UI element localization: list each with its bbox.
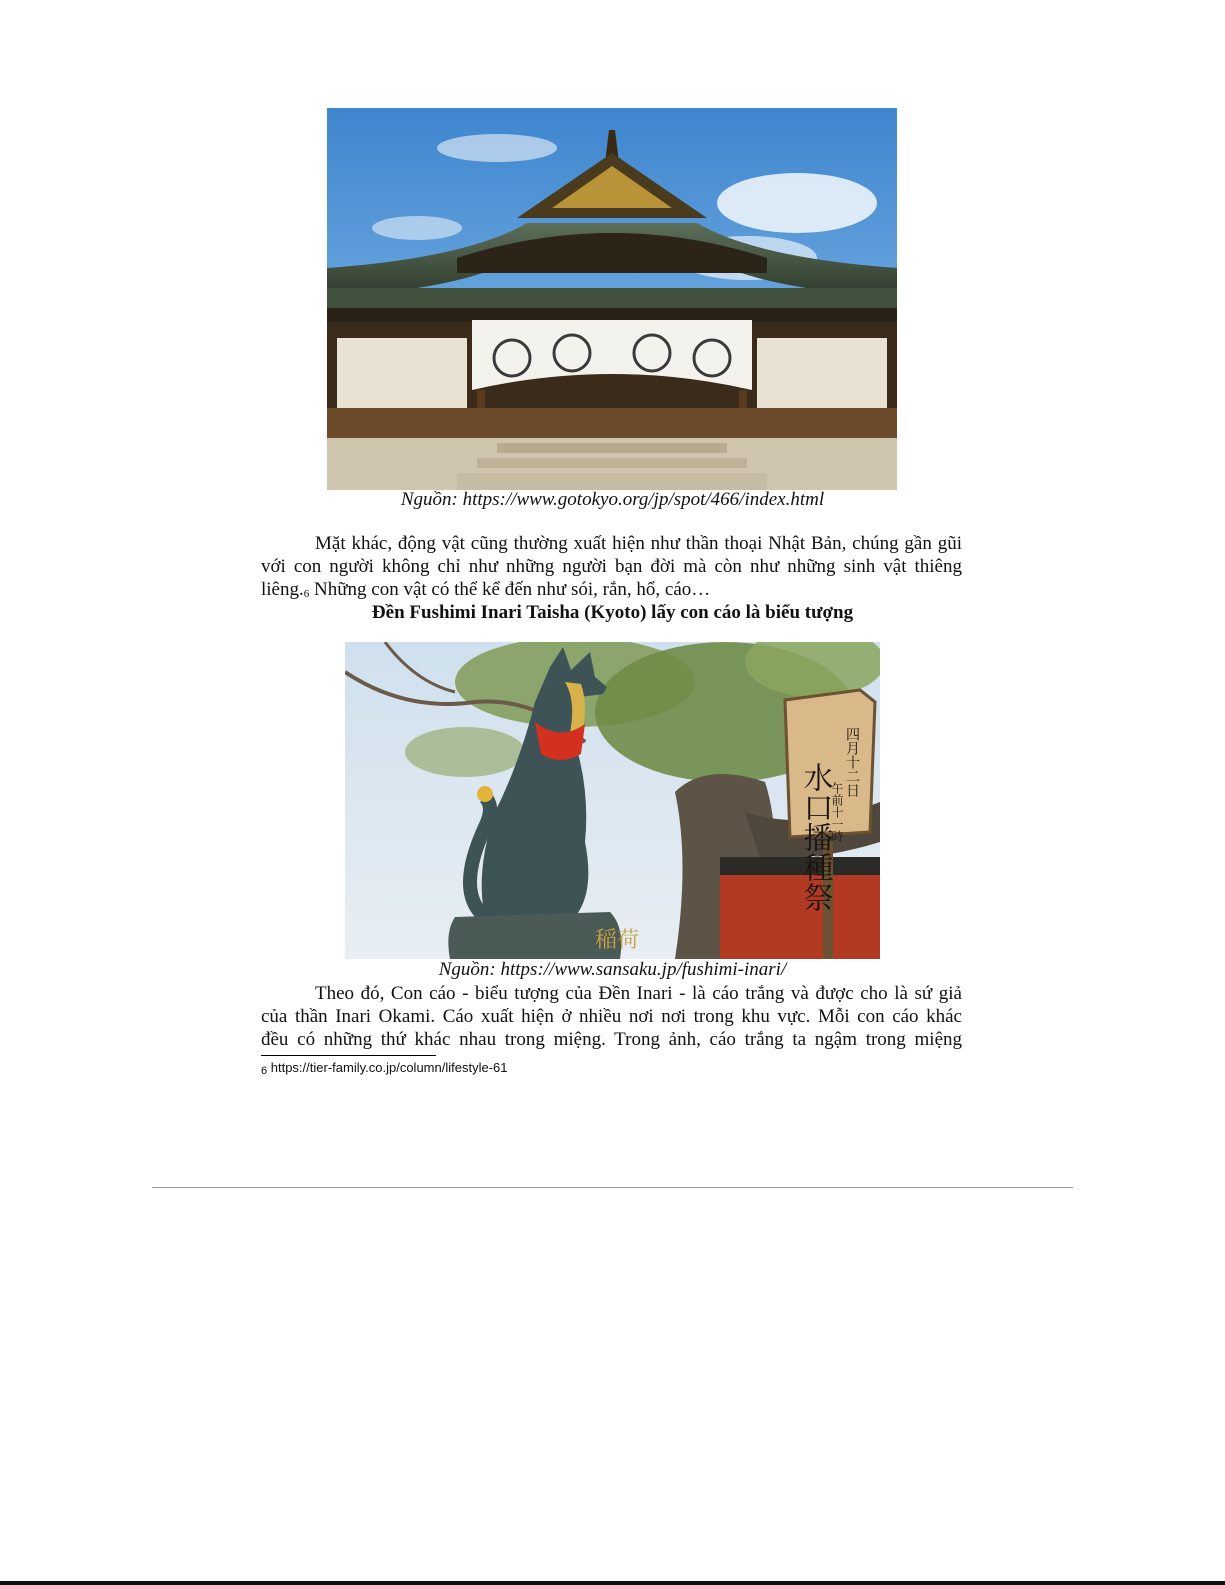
footnote-number: 6 xyxy=(261,1065,268,1077)
footnote-reference[interactable]: 6 xyxy=(303,588,310,600)
pedestal-inscription: 稲荷 xyxy=(595,928,640,953)
paragraph-line: Mặt khác, động vật cũng thường xuất hiện như thần thoại Nhật Bản, chúng gần gũi xyxy=(315,533,962,554)
footnote-link[interactable]: https://tier-family.co.jp/column/lifestyle-61 xyxy=(270,1060,508,1075)
paragraph-line: với con người không chỉ như những người bạn đời mà còn như những sinh vật thiêng xyxy=(261,556,962,577)
page-divider xyxy=(152,1187,1073,1188)
sign-text: 水口播種祭 xyxy=(797,762,833,912)
figure-caption: Nguồn: https://www.sansaku.jp/fushimi-inari/ xyxy=(438,959,787,980)
figure-caption: Nguồn: https://www.gotokyo.org/jp/spot/466/index.html xyxy=(400,489,825,510)
page-bottom-edge xyxy=(0,1581,1225,1585)
sign-text-date: 四月十二日 xyxy=(844,727,860,797)
paragraph-fragment: Những con vật có thể kể đến như sói, rắn, hổ, cáo… xyxy=(314,579,711,600)
section-heading: Đền Fushimi Inari Taisha (Kyoto) lấy con cáo là biểu tượng xyxy=(371,602,854,623)
paragraph xyxy=(261,982,962,1051)
paragraph-line: Theo đó, Con cáo - biểu tượng của Đền Inari - là cáo trắng và được cho là sứ giả xyxy=(315,983,962,1004)
footnote-separator xyxy=(261,1055,436,1056)
paragraph-fragment: liêng. xyxy=(261,579,304,600)
paragraph xyxy=(261,532,962,606)
fox-statue-photo xyxy=(345,642,880,959)
paragraph-line: đều có những thứ khác nhau trong miệng. Trong ảnh, cáo trắng ta ngậm trong miệng xyxy=(261,1029,962,1050)
paragraph-line: của thần Inari Okami. Cáo xuất hiện ở nhiều nơi nơi trong khu vực. Mỗi con cáo khác xyxy=(261,1006,962,1027)
shrine-photo xyxy=(327,108,897,490)
footnote xyxy=(261,1060,507,1079)
sign-text-time: 午前十一時 xyxy=(830,782,844,842)
